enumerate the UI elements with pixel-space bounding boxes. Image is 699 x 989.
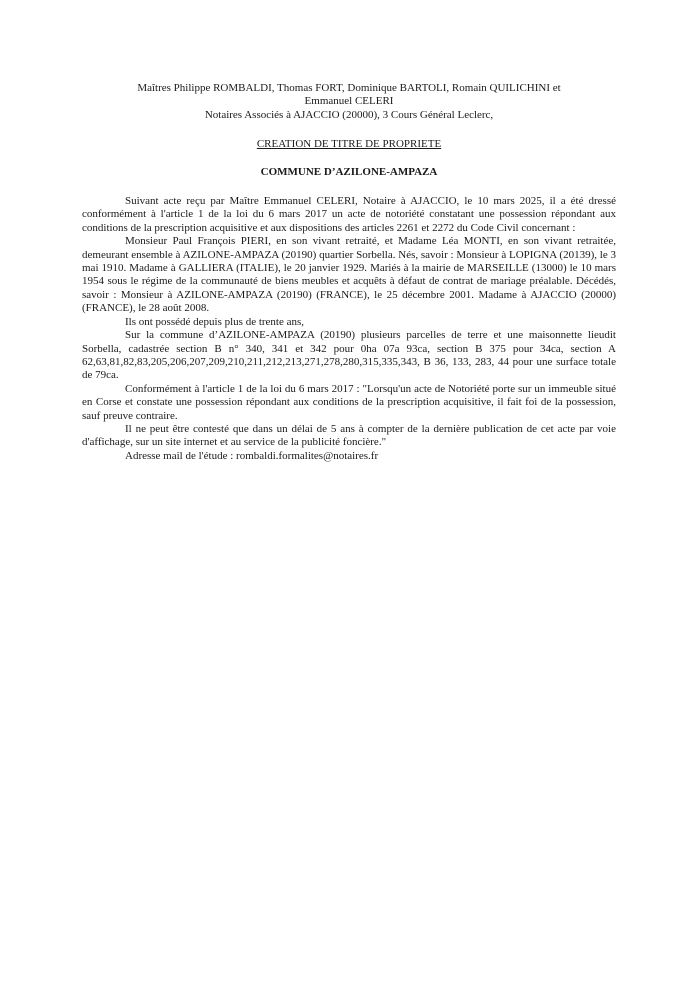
paragraph-contestation-delay: Il ne peut être contesté que dans un délai de 5 ans à compter de la dernière publication de cet acte par voie d'affichage, sur un site internet et au service de la publicité foncière." [82, 422, 616, 449]
header-line-3: Notaires Associés à AJACCIO (20000), 3 Cours Général Leclerc, [204, 108, 494, 121]
notice-page [82, 82, 616, 463]
paragraph-law-article: Conformément à l'article 1 de la loi du 6 mars 2017 : "Lorsqu'un acte de Notoriété porte sur un immeuble situé en Corse et constate une possession répondant aux conditions de la prescription acquisitive, il fait foi de la possession, sauf preuve contraire. [82, 382, 616, 422]
paragraph-possession-duration: Ils ont possédé depuis plus de trente ans, [125, 315, 305, 328]
header-line-2: Emmanuel CELERI [304, 95, 394, 108]
paragraph-contact-email: Adresse mail de l'étude : rombaldi.formalites@notaires.fr [125, 449, 379, 462]
header-line-1: Maîtres Philippe ROMBALDI, Thomas FORT, Dominique BARTOLI, Romain QUILICHINI et [137, 82, 561, 94]
notice-body [82, 195, 616, 463]
notaries-header [82, 82, 616, 122]
paragraph-act-received: Suivant acte reçu par Maître Emmanuel CELERI, Notaire à AJACCIO, le 10 mars 2025, il a été dressé conformément à l'article 1 de la loi du 6 mars 2017 un acte de notoriété constatant une possession répondant aux conditions de la prescription acquisitive et aux dispositions des articles 2261 et 2272 du Code Civil concernant : [82, 195, 616, 234]
document-title: CREATION DE TITRE DE PROPRIETE [256, 138, 442, 151]
commune-heading: COMMUNE D’AZILONE-AMPAZA [260, 165, 438, 178]
paragraph-persons: Monsieur Paul François PIERI, en son vivant retraité, et Madame Léa MONTI, en son vivant retraitée, demeurant ensemble à AZILONE-AMPAZA (20190) quartier Sorbella. Nés, savoir : Monsieur à LOPIGNA (20139), le 3 mai 1910. Madame à GALLIERA (ITALIE), le 20 janvier 1929. Mariés à la mairie de MARSEILLE (13000) le 10 mars 1954 sous le régime de la communauté de biens meubles et acquêts à défaut de contrat de mariage préalable. Décédés, savoir : Monsieur à AZILONE-AMPAZA (20190) (FRANCE), le 25 décembre 2001. Madame à AJACCIO (20000) (FRANCE), le 28 août 2008. [82, 235, 616, 315]
paragraph-parcels: Sur la commune d’AZILONE-AMPAZA (20190) plusieurs parcelles de terre et une maisonnette lieudit Sorbella, cadastrée section B n° 340, 341 et 342 pour 0ha 07a 93ca, section B 375 pour 34ca, section A 62,63,81,82,83,205,206,207,209,210,211,212,213,271,278,280,315,335,343, B 36, 133, 283, 44 pour une surface totale de 79ca. [82, 329, 616, 382]
